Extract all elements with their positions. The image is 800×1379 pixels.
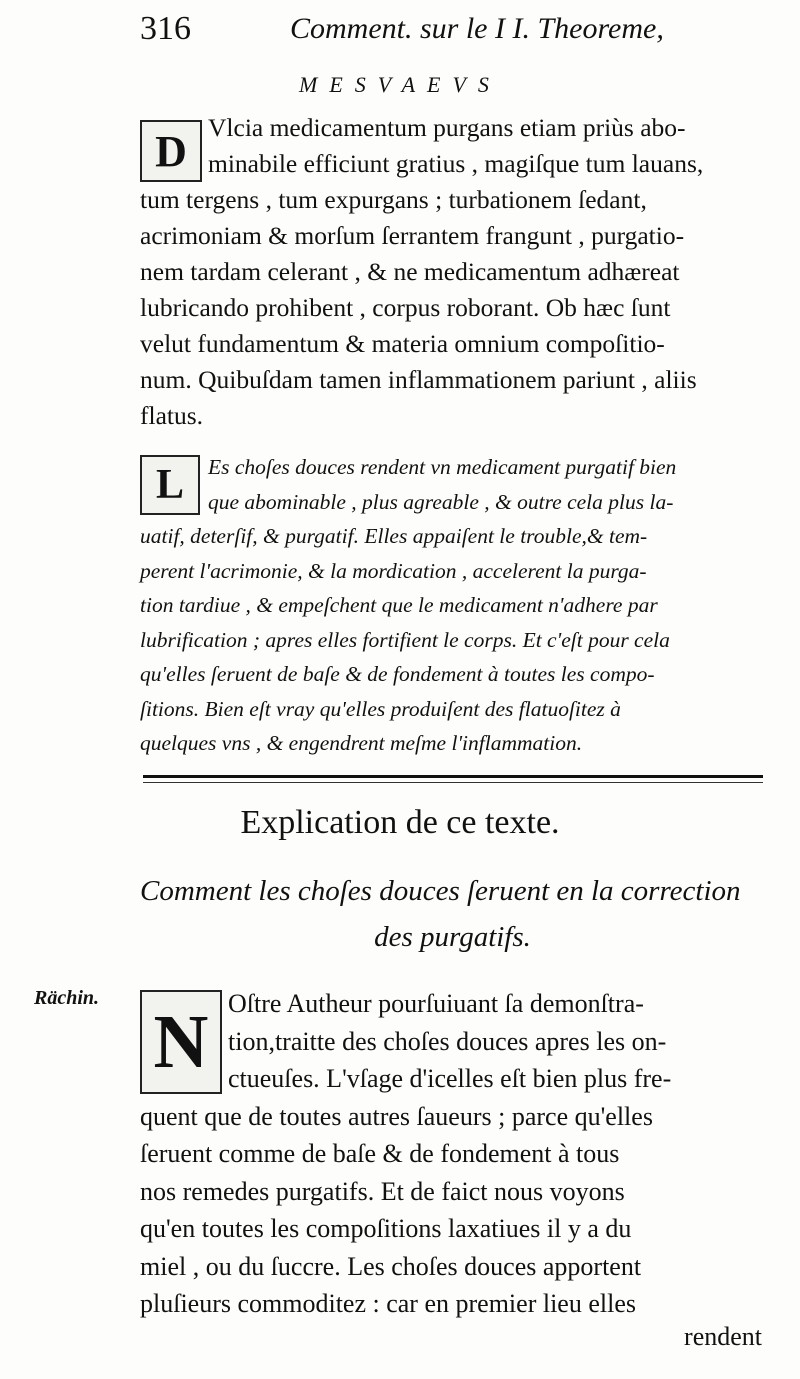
body-line: Oſtre Autheur pourſuiuant ſa demonſtra-	[228, 989, 644, 1018]
section-divider	[143, 775, 763, 783]
running-head: Comment. sur le I I. Theoreme,	[290, 12, 664, 45]
latin-line: minabile efficiunt gratius , magiſque tum lauans,	[208, 149, 704, 178]
translation-line: uatif, deterſif, & purgatif. Elles appaiſent le trouble,& tem-	[140, 524, 648, 548]
latin-line: acrimoniam & morſum ſerrantem frangunt , purgatio-	[140, 221, 685, 250]
translation-line: qu'elles ſeruent de baſe & de fondement à toutes les compo-	[140, 662, 655, 686]
catchword: rendent	[684, 1322, 762, 1351]
body-line: tion,traitte des choſes douces apres les on-	[228, 1026, 667, 1056]
section-heading: Explication de ce texte.	[240, 804, 560, 841]
body-line: quent que de toutes autres ſaueurs ; parce qu'elles	[140, 1101, 653, 1131]
ornamental-dropcap-l: L	[140, 455, 200, 515]
translation-line: ſitions. Bien eſt vray qu'elles produiſent des flatuoſitez à	[140, 696, 621, 721]
ornamental-dropcap-n: N	[140, 990, 222, 1094]
latin-line: flatus.	[140, 401, 204, 430]
margin-note: Rächin.	[34, 987, 100, 1009]
latin-line: num. Quibuſdam tamen inflammationem pariunt , aliis	[140, 365, 697, 394]
translation-line: que abominable , plus agreable , & outre cela plus la-	[208, 489, 674, 514]
body-line: nos remedes purgatifs. Et de faict nous voyons	[140, 1176, 625, 1206]
translation-line: quelques vns , & engendrent meſme l'inflammation.	[140, 731, 583, 755]
page-header	[140, 10, 770, 60]
subheading-line: des purgatifs.	[374, 921, 531, 953]
body-paragraph	[140, 985, 765, 1323]
latin-line: velut fundamentum & materia omnium compoſitio-	[140, 329, 665, 358]
section-label: MESVAEVS	[299, 72, 501, 97]
latin-line: nem tardam celerant , & ne medicamentum adhæreat	[140, 257, 680, 286]
body-line: ctueuſes. L'vſage d'icelles eſt bien plus fre-	[228, 1064, 672, 1093]
body-line: pluſieurs commoditez : car en premier lieu elles	[140, 1289, 636, 1318]
latin-line: lubricando prohibent , corpus roborant. Ob hæc ſunt	[140, 293, 671, 322]
body-line: qu'en toutes les compoſitions laxatiues il y a du	[140, 1214, 632, 1243]
translation-line: lubrification ; apres elles fortifient le corps. Et c'eſt pour cela	[140, 627, 670, 652]
latin-line: Vlcia medicamentum purgans etiam priùs abo-	[208, 113, 686, 142]
body-line: miel , ou du ſuccre. Les choſes douces apportent	[140, 1251, 642, 1281]
translation-line: perent l'acrimonie, & la mordication , accelerent la purga-	[140, 558, 647, 583]
section-subheading	[140, 868, 765, 960]
latin-paragraph	[140, 110, 765, 434]
french-translation-paragraph	[140, 450, 765, 761]
body-line: ſeruent comme de baſe & de fondement à tous	[140, 1139, 620, 1168]
subheading-line: Comment les choſes douces ſeruent en la correction	[140, 875, 741, 907]
translation-line: Es choſes douces rendent vn medicament purgatif bien	[208, 455, 677, 479]
latin-line: tum tergens , tum expurgans ; turbationem ſedant,	[140, 185, 647, 214]
ornamental-dropcap-d: D	[140, 120, 202, 182]
page-number: 316	[140, 10, 191, 47]
translation-line: tion tardiue , & empeſchent que le medicament n'adhere par	[140, 593, 658, 617]
